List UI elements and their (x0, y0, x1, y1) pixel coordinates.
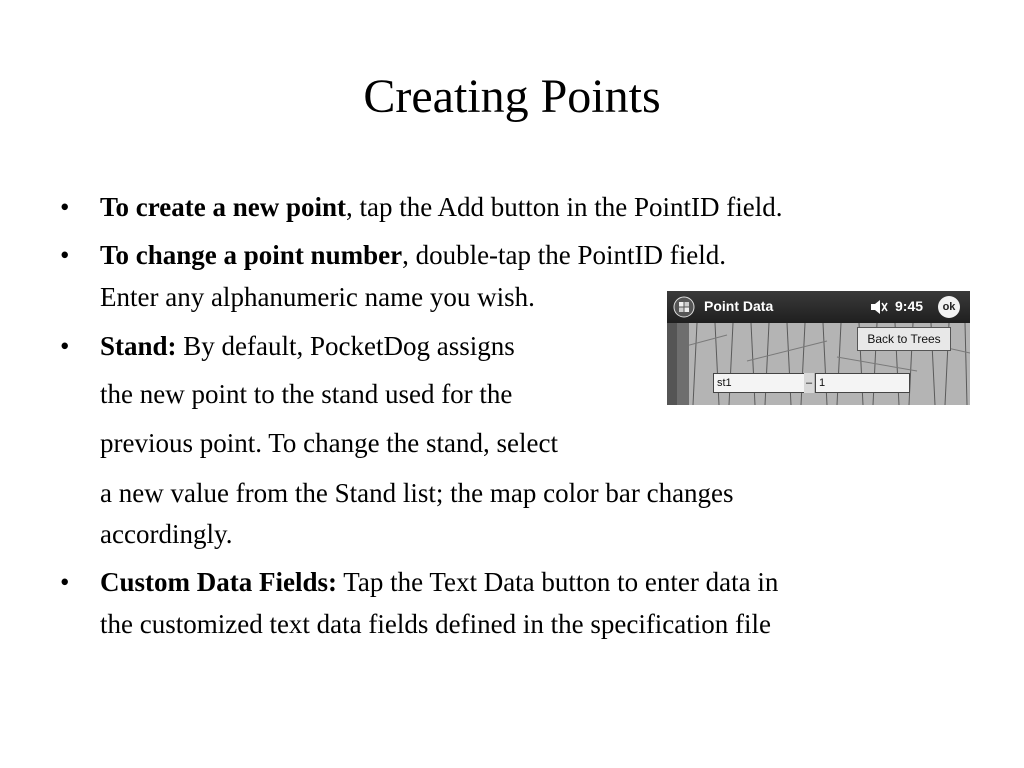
bullet-marker: • (60, 240, 70, 270)
windows-start-icon[interactable] (673, 296, 695, 318)
bullet-text: , tap the Add button in the PointID field. (346, 192, 783, 222)
bullet-continuation: a new value from the Stand list; the map color bar changes (100, 478, 734, 508)
device-taskbar (667, 291, 970, 323)
point-data-screenshot (667, 291, 970, 405)
bullet-text: By default, PocketDog assigns (176, 331, 515, 361)
bullet-continuation: previous point. To change the stand, select (100, 428, 558, 458)
stand-field[interactable]: st1 (713, 373, 806, 393)
bullet-marker: • (60, 331, 70, 361)
taskbar-title: Point Data (704, 298, 774, 314)
bullet-lead: Stand: (100, 331, 177, 361)
bullet-continuation: the new point to the stand used for the (100, 379, 513, 409)
bullet-text: , double-tap the PointID field. (402, 240, 726, 270)
bullet-marker: • (60, 192, 70, 222)
back-to-trees-button[interactable]: Back to Trees (857, 327, 951, 351)
bullet-text: Tap the Text Data button to enter data in (337, 567, 779, 597)
bullet-continuation: the customized text data fields defined in the specification file (100, 609, 772, 639)
slide-title: Creating Points (363, 70, 661, 123)
bullet-continuation: Enter any alphanumeric name you wish. (100, 282, 535, 312)
bullet-line (100, 187, 782, 228)
bullet-line (100, 326, 515, 367)
bullet-marker: • (60, 567, 70, 597)
bullet-lead: To change a point number (100, 240, 403, 270)
ok-button[interactable]: ok (938, 296, 960, 318)
speaker-icon[interactable] (869, 298, 889, 316)
bullet-line (100, 235, 726, 276)
bullet-line (100, 562, 778, 603)
pointid-field[interactable]: 1 (815, 373, 910, 393)
field-separator: – (804, 373, 814, 393)
clock: 9:45 (895, 298, 924, 314)
bullet-continuation: accordingly. (100, 519, 233, 549)
bullet-lead: Custom Data Fields: (100, 567, 337, 597)
bullet-lead: To create a new point (100, 192, 346, 222)
